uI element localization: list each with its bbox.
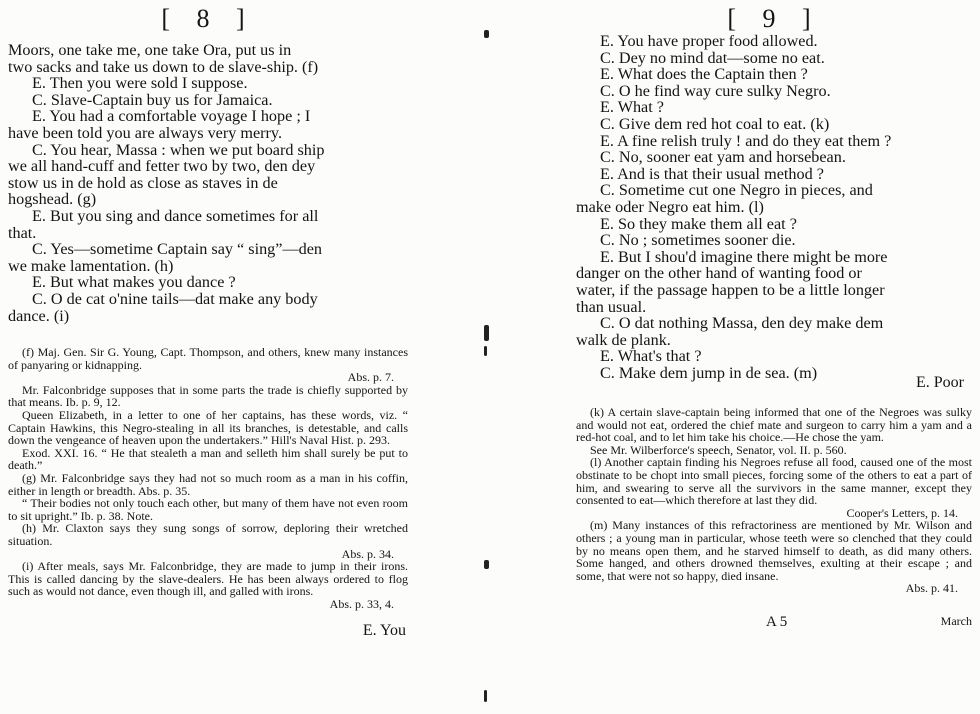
- footnote: (f) Maj. Gen. Sir G. Young, Capt. Thompson, and others, knew many instances of panyaring or kidnapping.: [8, 345, 408, 372]
- text-line: water, if the passage happen to be a little longer: [576, 280, 885, 299]
- text-line: E. You had a comfortable voyage I hope ; I: [32, 107, 311, 126]
- dialogue-text: [8, 42, 408, 324]
- text-line: dance. (i): [8, 306, 70, 325]
- text-line: C. O de cat o'nine tails—dat make any body: [32, 289, 318, 308]
- text-line: have been told you are always very merry.: [8, 123, 283, 142]
- text-line: E. What's that ?: [600, 347, 702, 366]
- text-line: C. No, sooner eat yam and horsebean.: [600, 148, 846, 167]
- text-line: danger on the other hand of wanting food or: [576, 264, 862, 283]
- text-line: Moors, one take me, one take Ora, put us in: [8, 41, 292, 59]
- text-line: walk de plank.: [576, 330, 671, 349]
- text-line: we all hand-cuff and fetter two by two, den dey: [8, 157, 316, 176]
- text-line: C. Slave-Captain buy us for Jamaica.: [32, 90, 273, 109]
- page-number: [ 9 ]: [727, 4, 821, 33]
- catchword-top: E. Poor: [916, 374, 964, 391]
- text-line: C. Sometime cut one Negro in pieces, and: [600, 181, 873, 200]
- text-line: E. But what makes you dance ?: [32, 273, 236, 292]
- gutter-binding: [484, 0, 490, 714]
- text-line: E. What does the Captain then ?: [600, 65, 808, 84]
- footnotes: [576, 406, 972, 595]
- text-line: E. And is that their usual method ?: [600, 164, 824, 183]
- text-line: E. But I shou'd imagine there might be more: [600, 247, 888, 266]
- footnote: See Mr. Wilberforce's speech, Senator, vol. II. p. 560.: [590, 442, 847, 457]
- footnote: (l) Another captain finding his Negroes refuse all food, caused one of the most obstinate to be chopt into small pieces, forcing some of the others to eat a part of him, and swearing to serve all the survivors in the same manner, except they consented to eat—which therefore at last they did.: [576, 455, 972, 508]
- footnote: (m) Many instances of this refractoriness are mentioned by Mr. Wilson and others ; a young man in particular, whose teeth were so clenched that they could by no means open them, and he starved himself to death, as did many others. Some hanged, and others drowned themselves, exulting at their escape ; and some, that were not so happy, died insane.: [576, 518, 972, 583]
- catchword: March: [940, 614, 972, 628]
- footnote: “ Their bodies not only touch each other, but many of them have not even room to sit upright.” Ib. p. 38. Note.: [8, 496, 408, 523]
- text-line: two sacks and take us down to de slave-ship. (f): [8, 57, 319, 76]
- footnote: Mr. Falconbridge supposes that in some parts the trade is chiefly supported by that means. Ib. p. 9, 12.: [8, 382, 408, 410]
- text-line: E. So they make them all eat ?: [600, 214, 797, 233]
- text-line: hogshead. (g): [8, 190, 97, 209]
- text-line: E. Then you were sold I suppose.: [32, 74, 248, 93]
- text-line: stow us in de hold as close as staves in de: [8, 173, 278, 192]
- footnote-source: Cooper's Letters, p. 14.: [846, 505, 958, 520]
- footnote: (i) After meals, says Mr. Falconbridge, they are made to jump in their irons. This is called dancing by the slave-dealers. He has been always ordered to flog such as would not dance, even though ill, and galled with irons.: [8, 559, 408, 599]
- catchword: E. You: [362, 622, 406, 639]
- right-page: [576, 0, 972, 714]
- text-line: C. You hear, Massa : when we put board ship: [32, 140, 325, 159]
- text-line: E. A fine relish truly ! and do they eat them ?: [600, 131, 892, 150]
- text-line: C. O dat nothing Massa, den dey make dem: [600, 314, 884, 333]
- text-line: than usual.: [576, 297, 647, 316]
- text-line: C. Make dem jump in de sea. (m): [600, 363, 818, 382]
- footnote-source: Abs. p. 34.: [341, 546, 394, 561]
- text-line: E. But you sing and dance sometimes for all: [32, 206, 319, 225]
- footnote-source: Abs. p. 41.: [905, 581, 958, 596]
- text-line: C. Dey no mind dat—some no eat.: [600, 48, 825, 67]
- text-line: C. Yes—sometime Captain say “ sing”—den: [32, 240, 322, 259]
- text-line: C. No ; sometimes sooner die.: [600, 231, 796, 250]
- footnote-source: Abs. p. 33, 4.: [329, 596, 394, 611]
- footnote: (h) Mr. Claxton says they sung songs of sorrow, deploring their wretched situation.: [8, 521, 408, 548]
- footnotes: [8, 346, 408, 610]
- text-line: C. Give dem red hot coal to eat. (k): [600, 114, 830, 133]
- footnote: (g) Mr. Falconbridge says they had not so much room as a man in his coffin, either in length or breadth. Abs. p. 35.: [8, 470, 408, 498]
- text-line: make oder Negro eat him. (l): [576, 197, 764, 216]
- text-line: E. You have proper food allowed.: [600, 32, 818, 50]
- footnote: Queen Elizabeth, in a letter to one of her captains, has these words, viz. “ Captain Hawkins, this Negro-stealing in all its branches, is detestable, and calls down the vengeance of heaven upon the undertakers.” Hill's Naval Hist. p. 293.: [8, 407, 408, 448]
- text-line: C. O he find way cure sulky Negro.: [600, 81, 831, 100]
- page-number: [ 8 ]: [161, 4, 255, 33]
- dialogue-text: [576, 33, 972, 381]
- left-page: [8, 0, 408, 714]
- text-line: we make lamentation. (h): [8, 256, 174, 275]
- signature-mark: A 5: [766, 614, 788, 630]
- footnote: Exod. XXI. 16. “ He that stealeth a man and selleth him shall surely be put to death.”: [8, 445, 408, 473]
- footnote: (k) A certain slave-captain being informed that one of the Negroes was sulky and would not eat, ordered the chief mate and surgeon to carry him a yam and a red-hot coal, and to let him take his choice.—He chose the yam.: [576, 405, 972, 445]
- text-line: that.: [8, 223, 37, 242]
- text-line: E. What ?: [600, 98, 664, 117]
- footnote-source: Abs. p. 7.: [347, 370, 394, 385]
